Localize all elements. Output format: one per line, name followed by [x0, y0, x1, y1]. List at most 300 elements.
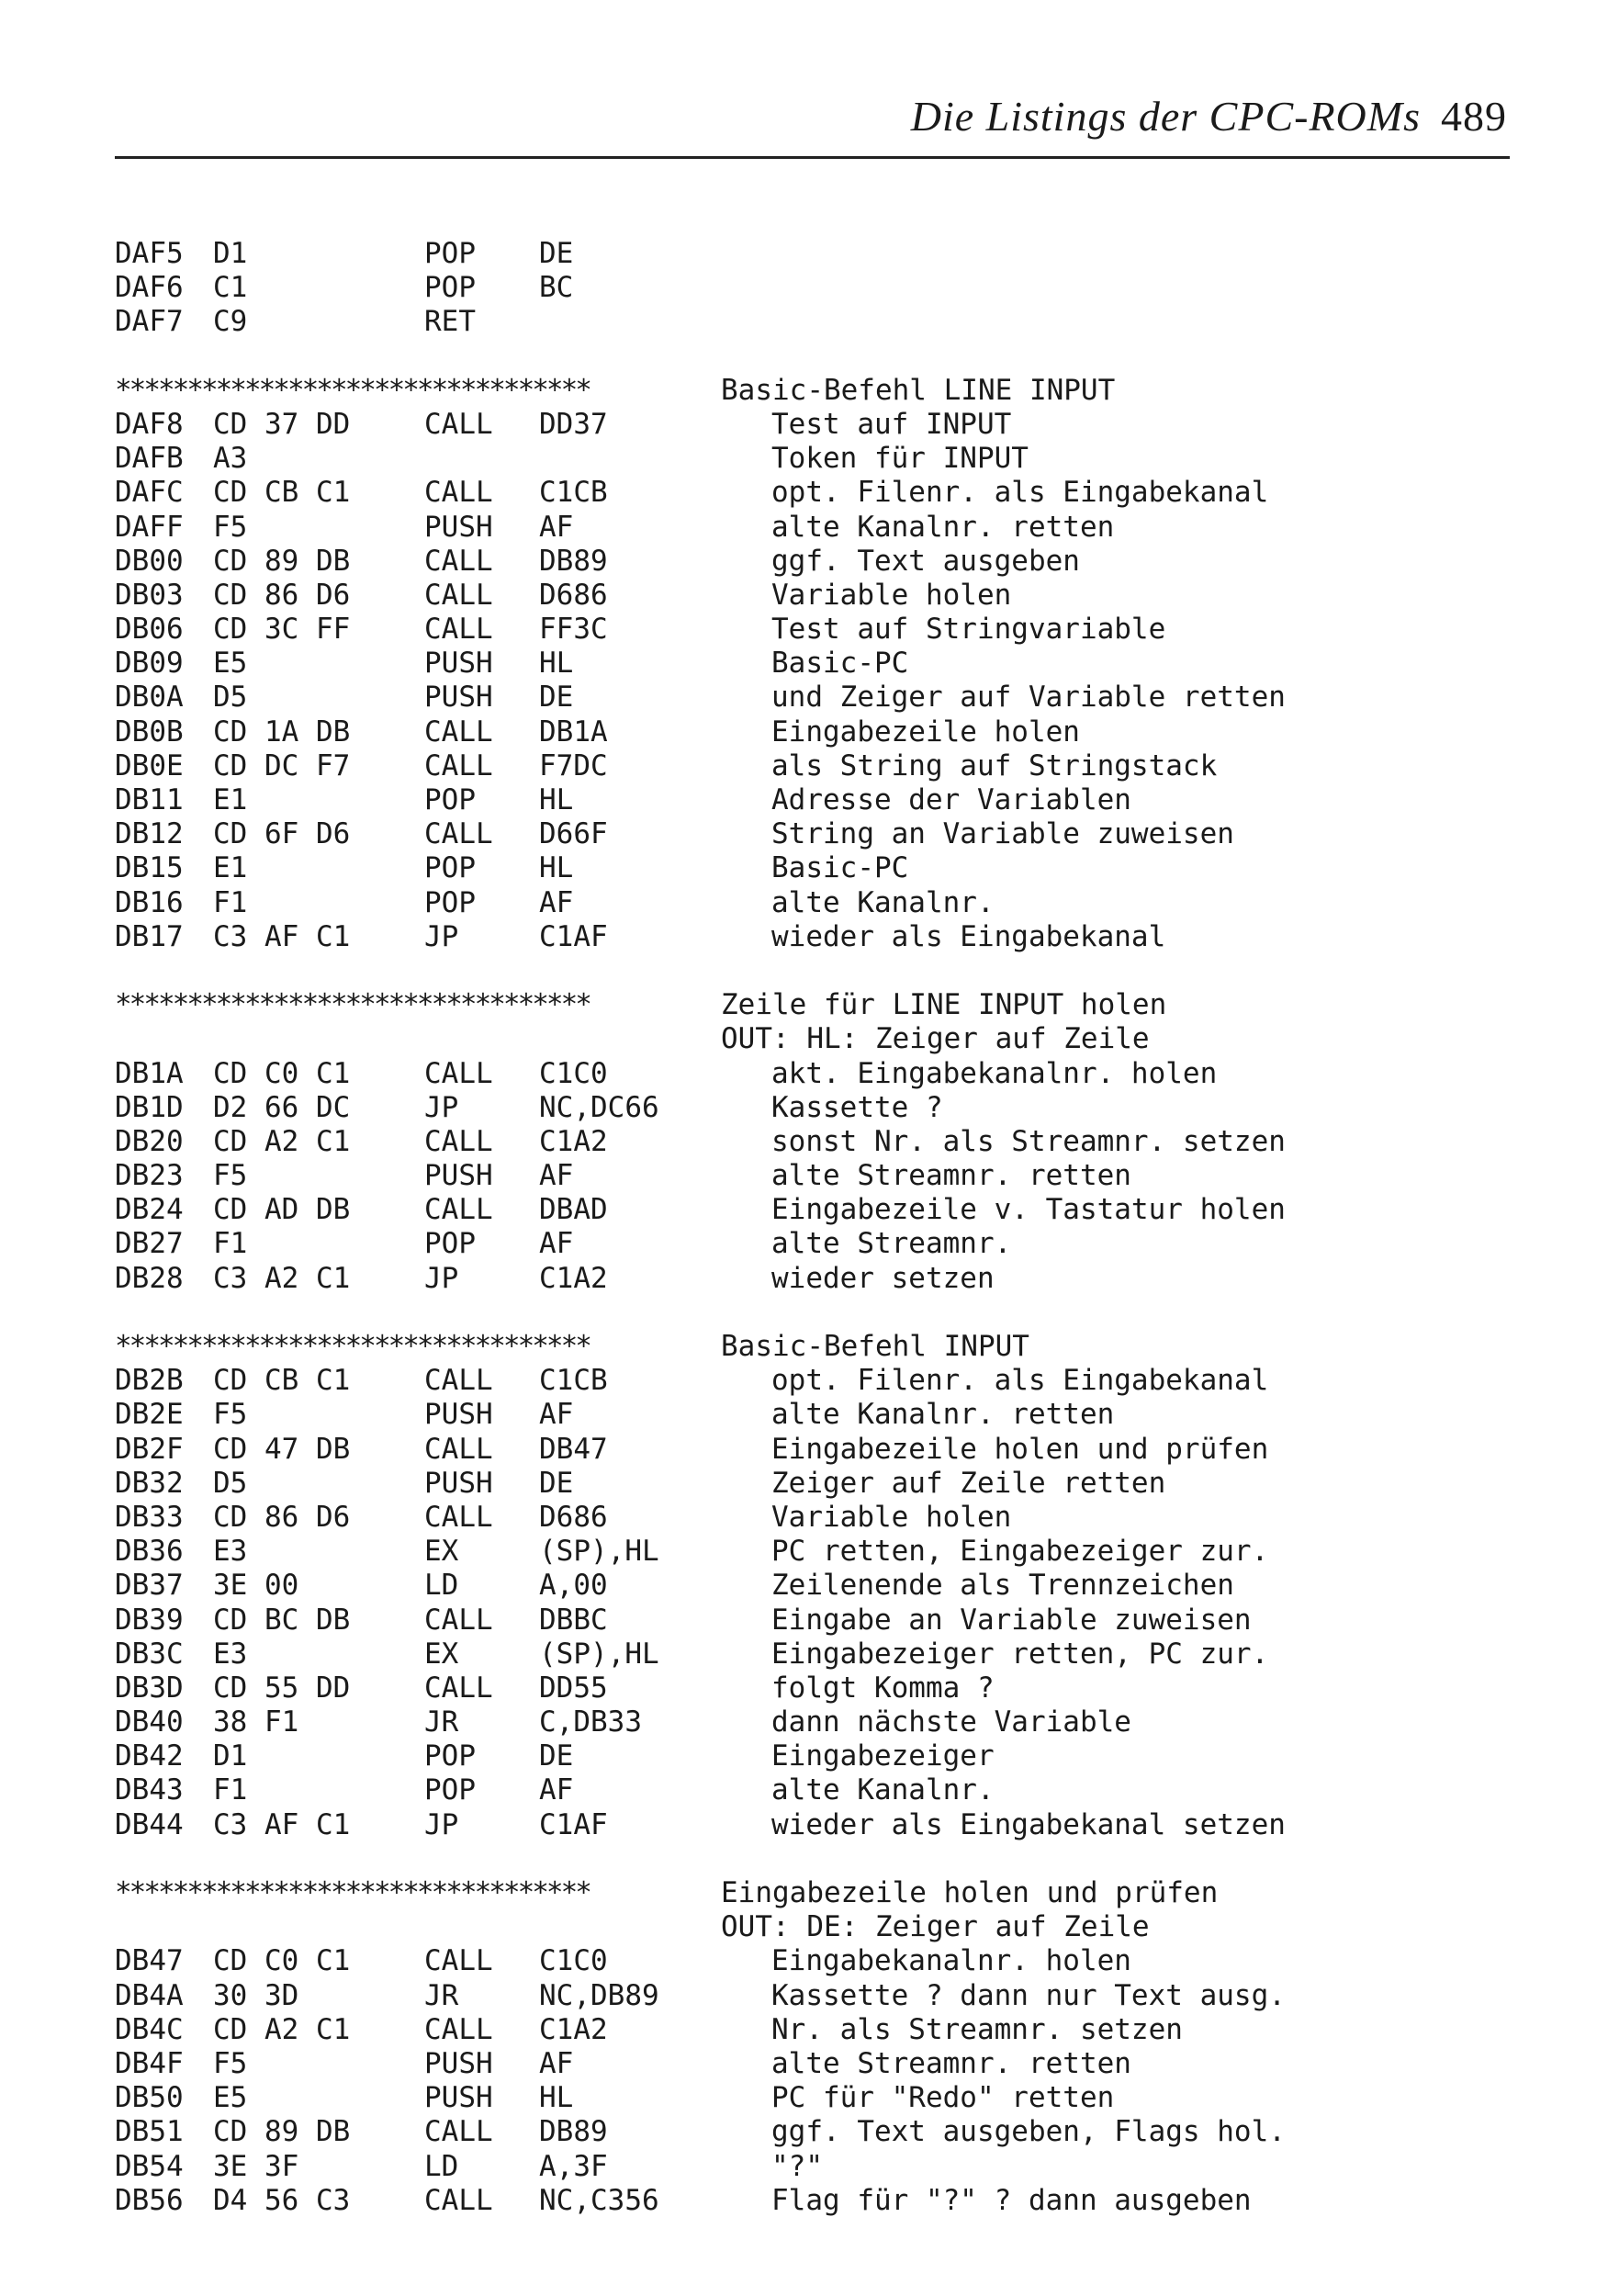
comment: Variable holen	[771, 578, 1012, 612]
address: DB00	[115, 544, 184, 578]
comment: alte Kanalnr. retten	[771, 1398, 1115, 1432]
comment: Eingabezeile v. Tastatur holen	[771, 1193, 1286, 1227]
address: DB51	[115, 2115, 184, 2149]
address: DAF8	[115, 407, 184, 441]
operand: HL	[539, 647, 574, 681]
operand: DE	[539, 1739, 574, 1773]
comment: alte Kanalnr.	[771, 885, 995, 919]
operand: (SP),HL	[539, 1535, 659, 1569]
operand: HL	[539, 783, 574, 816]
opcode-bytes: C3 A2 C1	[213, 1261, 351, 1295]
address: DB39	[115, 1603, 184, 1637]
mnemonic: PUSH	[424, 510, 493, 544]
header-rule	[115, 156, 1510, 159]
opcode-bytes: 3E 3F	[213, 2149, 299, 2183]
mnemonic: CALL	[424, 715, 493, 748]
mnemonic: PUSH	[424, 2081, 493, 2115]
listing-line	[115, 271, 1511, 305]
operand: DBBC	[539, 1603, 608, 1637]
mnemonic: CALL	[424, 1671, 493, 1705]
listing-line	[115, 1944, 1511, 1978]
listing-line	[115, 1057, 1511, 1091]
operand: NC,DC66	[539, 1090, 659, 1124]
operand: DE	[539, 1466, 574, 1500]
opcode-bytes: C1	[213, 271, 248, 305]
comment: Nr. als Streamnr. setzen	[771, 2012, 1183, 2046]
comment: alte Streamnr. retten	[771, 1159, 1131, 1193]
operand: C1C0	[539, 1056, 608, 1090]
mnemonic: CALL	[424, 2012, 493, 2046]
opcode-bytes: E1	[213, 783, 248, 816]
mnemonic: JR	[424, 1978, 459, 2012]
listing-line	[115, 1979, 1511, 2013]
listing-line	[115, 1433, 1511, 1467]
separator-stars: *********************************	[115, 988, 590, 1022]
address: DB2B	[115, 1364, 184, 1398]
comment: Flag für "?" ? dann ausgeben	[771, 2183, 1252, 2217]
mnemonic: CALL	[424, 1056, 493, 1090]
operand: D686	[539, 1500, 608, 1534]
mnemonic: CALL	[424, 817, 493, 851]
address: DAFC	[115, 476, 184, 510]
operand: DB89	[539, 544, 608, 578]
comment: wieder als Eingabekanal setzen	[771, 1807, 1286, 1841]
operand: HL	[539, 2081, 574, 2115]
address: DB28	[115, 1261, 184, 1295]
address: DB2E	[115, 1398, 184, 1432]
comment: String an Variable zuweisen	[771, 817, 1234, 851]
mnemonic: CALL	[424, 407, 493, 441]
mnemonic: JR	[424, 1705, 459, 1739]
opcode-bytes: CD 1A DB	[213, 715, 351, 748]
opcode-bytes: CD 37 DD	[213, 407, 351, 441]
address: DB09	[115, 647, 184, 681]
opcode-bytes: E5	[213, 2081, 248, 2115]
operand: D66F	[539, 817, 608, 851]
separator-stars: *********************************	[115, 1330, 590, 1363]
listing-line	[115, 647, 1511, 681]
listing-line	[115, 579, 1511, 613]
opcode-bytes: F5	[213, 1159, 248, 1193]
listing-line	[115, 1398, 1511, 1432]
opcode-bytes: F1	[213, 1773, 248, 1807]
operand: FF3C	[539, 613, 608, 647]
address: DAFB	[115, 442, 184, 476]
address: DB11	[115, 783, 184, 816]
comment: Eingabezeile holen und prüfen	[771, 1432, 1269, 1466]
mnemonic: JP	[424, 1807, 459, 1841]
comment: folgt Komma ?	[771, 1671, 995, 1705]
mnemonic: CALL	[424, 1364, 493, 1398]
mnemonic: PUSH	[424, 1466, 493, 1500]
comment: PC retten, Eingabezeiger zur.	[771, 1535, 1269, 1569]
address: DB15	[115, 851, 184, 885]
opcode-bytes: CD 86 D6	[213, 1500, 351, 1534]
listing-line	[115, 1773, 1511, 1807]
opcode-bytes: F1	[213, 885, 248, 919]
section-header	[115, 1876, 1511, 1910]
mnemonic: POP	[424, 1773, 476, 1807]
listing-line	[115, 1227, 1511, 1261]
listing-line	[115, 886, 1511, 920]
operand: F7DC	[539, 748, 608, 782]
address: DB27	[115, 1227, 184, 1261]
comment: opt. Filenr. als Eingabekanal	[771, 476, 1269, 510]
listing-line	[115, 545, 1511, 579]
comment: Kassette ?	[771, 1090, 943, 1124]
listing-line	[115, 1739, 1511, 1773]
mnemonic: PUSH	[424, 2046, 493, 2080]
mnemonic: CALL	[424, 2183, 493, 2217]
listing-line	[115, 749, 1511, 783]
listing-line	[115, 2115, 1511, 2149]
section-subheader	[115, 1910, 1511, 1944]
listing-line	[115, 613, 1511, 647]
listing-line	[115, 1091, 1511, 1125]
operand: DB47	[539, 1432, 608, 1466]
opcode-bytes: D1	[213, 1739, 248, 1773]
page-header	[0, 92, 1608, 147]
operand: DB1A	[539, 715, 608, 748]
address: DB1D	[115, 1090, 184, 1124]
mnemonic: JP	[424, 919, 459, 953]
operand: NC,C356	[539, 2183, 659, 2217]
address: DB03	[115, 578, 184, 612]
comment: Eingabezeiger retten, PC zur.	[771, 1637, 1269, 1671]
mnemonic: CALL	[424, 1193, 493, 1227]
address: DB44	[115, 1807, 184, 1841]
page-number: 489	[1441, 93, 1507, 140]
address: DB43	[115, 1773, 184, 1807]
address: DB0B	[115, 715, 184, 748]
address: DB17	[115, 919, 184, 953]
section-title: Zeile für LINE INPUT holen	[721, 988, 1167, 1022]
address: DB12	[115, 817, 184, 851]
assembly-listing	[115, 237, 1511, 2218]
separator-stars: *********************************	[115, 373, 590, 407]
blank-line	[115, 1842, 1511, 1876]
listing-line	[115, 1638, 1511, 1671]
listing-line	[115, 2013, 1511, 2047]
address: DB2F	[115, 1432, 184, 1466]
opcode-bytes: CD A2 C1	[213, 2012, 351, 2046]
opcode-bytes: F5	[213, 510, 248, 544]
operand: AF	[539, 885, 574, 919]
listing-line	[115, 1467, 1511, 1501]
comment: Eingabezeile holen	[771, 715, 1080, 748]
opcode-bytes: 3E 00	[213, 1569, 299, 1603]
comment: Basic-PC	[771, 851, 909, 885]
comment: alte Streamnr. retten	[771, 2046, 1131, 2080]
mnemonic: CALL	[424, 578, 493, 612]
mnemonic: PUSH	[424, 647, 493, 681]
listing-line	[115, 783, 1511, 817]
section-header	[115, 1330, 1511, 1364]
opcode-bytes: C9	[213, 305, 248, 339]
section-title: OUT: HL: Zeiger auf Zeile	[721, 1022, 1150, 1056]
mnemonic: PUSH	[424, 1398, 493, 1432]
comment: PC für "Redo" retten	[771, 2081, 1115, 2115]
comment: und Zeiger auf Variable retten	[771, 681, 1286, 715]
comment: Adresse der Variablen	[771, 783, 1131, 816]
comment: "?"	[771, 2149, 823, 2183]
mnemonic: POP	[424, 851, 476, 885]
opcode-bytes: CD 55 DD	[213, 1671, 351, 1705]
operand: DB89	[539, 2115, 608, 2149]
listing-line	[115, 1125, 1511, 1159]
address: DB40	[115, 1705, 184, 1739]
listing-line	[115, 305, 1511, 339]
comment: Test auf INPUT	[771, 407, 1012, 441]
listing-line	[115, 237, 1511, 271]
mnemonic: LD	[424, 1569, 459, 1603]
listing-line	[115, 1535, 1511, 1569]
mnemonic: POP	[424, 885, 476, 919]
opcode-bytes: CD 3C FF	[213, 613, 351, 647]
mnemonic: CALL	[424, 1500, 493, 1534]
comment: ggf. Text ausgeben	[771, 544, 1080, 578]
mnemonic: CALL	[424, 1124, 493, 1158]
address: DB06	[115, 613, 184, 647]
comment: opt. Filenr. als Eingabekanal	[771, 1364, 1269, 1398]
mnemonic: CALL	[424, 1432, 493, 1466]
address: DB4A	[115, 1978, 184, 2012]
listing-line	[115, 476, 1511, 510]
comment: alte Streamnr.	[771, 1227, 1012, 1261]
operand: D686	[539, 578, 608, 612]
opcode-bytes: C3 AF C1	[213, 919, 351, 953]
comment: sonst Nr. als Streamnr. setzen	[771, 1124, 1286, 1158]
comment: als String auf Stringstack	[771, 748, 1218, 782]
comment: Zeilenende als Trennzeichen	[771, 1569, 1234, 1603]
header-title-text: Die Listings der CPC-ROMs	[910, 93, 1421, 140]
section-title: Basic-Befehl INPUT	[721, 1330, 1029, 1363]
listing-line	[115, 1671, 1511, 1705]
operand: AF	[539, 1227, 574, 1261]
address: DB42	[115, 1739, 184, 1773]
listing-line	[115, 1262, 1511, 1296]
operand: (SP),HL	[539, 1637, 659, 1671]
comment: wieder als Eingabekanal	[771, 919, 1166, 953]
opcode-bytes: CD CB C1	[213, 476, 351, 510]
opcode-bytes: CD 89 DB	[213, 544, 351, 578]
opcode-bytes: 30 3D	[213, 1978, 299, 2012]
listing-line	[115, 1604, 1511, 1638]
section-title: OUT: DE: Zeiger auf Zeile	[721, 1910, 1150, 1944]
operand: C1C0	[539, 1944, 608, 1978]
comment: ggf. Text ausgeben, Flags hol.	[771, 2115, 1286, 2149]
mnemonic: POP	[424, 271, 476, 305]
opcode-bytes: D4 56 C3	[213, 2183, 351, 2217]
address: DB33	[115, 1500, 184, 1534]
comment: Eingabekanalnr. holen	[771, 1944, 1131, 1978]
listing-line	[115, 2150, 1511, 2184]
address: DB47	[115, 1944, 184, 1978]
operand: C,DB33	[539, 1705, 642, 1739]
mnemonic: PUSH	[424, 681, 493, 715]
operand: DE	[539, 237, 574, 270]
listing-line	[115, 920, 1511, 954]
comment: Kassette ? dann nur Text ausg.	[771, 1978, 1286, 2012]
blank-line	[115, 340, 1511, 374]
address: DB1A	[115, 1056, 184, 1090]
mnemonic: RET	[424, 305, 476, 339]
operand: AF	[539, 1773, 574, 1807]
comment: Token für INPUT	[771, 442, 1029, 476]
listing-line	[115, 511, 1511, 545]
mnemonic: POP	[424, 237, 476, 270]
address: DB23	[115, 1159, 184, 1193]
opcode-bytes: D1	[213, 237, 248, 270]
mnemonic: EX	[424, 1637, 459, 1671]
address: DB0E	[115, 748, 184, 782]
operand: NC,DB89	[539, 1978, 659, 2012]
comment: Eingabe an Variable zuweisen	[771, 1603, 1252, 1637]
operand: C1A2	[539, 2012, 608, 2046]
mnemonic: PUSH	[424, 1159, 493, 1193]
opcode-bytes: CD 6F D6	[213, 817, 351, 851]
operand: C1A2	[539, 1261, 608, 1295]
address: DB54	[115, 2149, 184, 2183]
section-header	[115, 988, 1511, 1022]
mnemonic: POP	[424, 1739, 476, 1773]
operand: AF	[539, 2046, 574, 2080]
comment: Test auf Stringvariable	[771, 613, 1166, 647]
section-subheader	[115, 1022, 1511, 1056]
mnemonic: JP	[424, 1261, 459, 1295]
listing-line	[115, 1364, 1511, 1398]
opcode-bytes: A3	[213, 442, 248, 476]
mnemonic: POP	[424, 1227, 476, 1261]
opcode-bytes: F5	[213, 2046, 248, 2080]
opcode-bytes: D5	[213, 1466, 248, 1500]
comment: Eingabezeiger	[771, 1739, 995, 1773]
operand: C1AF	[539, 919, 608, 953]
mnemonic: CALL	[424, 476, 493, 510]
operand: C1AF	[539, 1807, 608, 1841]
opcode-bytes: E5	[213, 647, 248, 681]
listing-line	[115, 1808, 1511, 1842]
opcode-bytes: E3	[213, 1535, 248, 1569]
operand: A,3F	[539, 2149, 608, 2183]
comment: Zeiger auf Zeile retten	[771, 1466, 1166, 1500]
opcode-bytes: E1	[213, 851, 248, 885]
comment: wieder setzen	[771, 1261, 995, 1295]
operand: HL	[539, 851, 574, 885]
address: DAF5	[115, 237, 184, 270]
comment: Variable holen	[771, 1500, 1012, 1534]
separator-stars: *********************************	[115, 1876, 590, 1909]
blank-line	[115, 954, 1511, 988]
section-title: Basic-Befehl LINE INPUT	[721, 373, 1116, 407]
operand: C1CB	[539, 1364, 608, 1398]
opcode-bytes: D5	[213, 681, 248, 715]
listing-line	[115, 2047, 1511, 2081]
running-title	[911, 92, 1507, 141]
address: DB24	[115, 1193, 184, 1227]
mnemonic: CALL	[424, 1944, 493, 1978]
address: DB50	[115, 2081, 184, 2115]
listing-line	[115, 1193, 1511, 1227]
address: DAF6	[115, 271, 184, 305]
blank-line	[115, 1296, 1511, 1330]
listing-line	[115, 1569, 1511, 1603]
address: DB32	[115, 1466, 184, 1500]
listing-line	[115, 817, 1511, 851]
listing-line	[115, 2081, 1511, 2115]
operand: C1CB	[539, 476, 608, 510]
opcode-bytes: CD AD DB	[213, 1193, 351, 1227]
mnemonic: CALL	[424, 1603, 493, 1637]
address: DB36	[115, 1535, 184, 1569]
address: DB4C	[115, 2012, 184, 2046]
listing-line	[115, 851, 1511, 885]
operand: BC	[539, 271, 574, 305]
address: DB37	[115, 1569, 184, 1603]
address: DB20	[115, 1124, 184, 1158]
operand: AF	[539, 510, 574, 544]
comment: alte Kanalnr. retten	[771, 510, 1115, 544]
address: DB3D	[115, 1671, 184, 1705]
opcode-bytes: E3	[213, 1637, 248, 1671]
opcode-bytes: CD 47 DB	[213, 1432, 351, 1466]
opcode-bytes: CD BC DB	[213, 1603, 351, 1637]
opcode-bytes: CD C0 C1	[213, 1056, 351, 1090]
opcode-bytes: CD A2 C1	[213, 1124, 351, 1158]
listing-line	[115, 1159, 1511, 1193]
address: DB16	[115, 885, 184, 919]
comment: Basic-PC	[771, 647, 909, 681]
operand: AF	[539, 1159, 574, 1193]
listing-line	[115, 1705, 1511, 1739]
opcode-bytes: C3 AF C1	[213, 1807, 351, 1841]
mnemonic: EX	[424, 1535, 459, 1569]
address: DB3C	[115, 1637, 184, 1671]
mnemonic: POP	[424, 783, 476, 816]
section-title: Eingabezeile holen und prüfen	[721, 1876, 1219, 1909]
operand: AF	[539, 1398, 574, 1432]
operand: A,00	[539, 1569, 608, 1603]
opcode-bytes: CD 89 DB	[213, 2115, 351, 2149]
opcode-bytes: F1	[213, 1227, 248, 1261]
section-header	[115, 374, 1511, 408]
listing-line	[115, 2184, 1511, 2218]
operand: DBAD	[539, 1193, 608, 1227]
comment: alte Kanalnr.	[771, 1773, 995, 1807]
listing-line	[115, 442, 1511, 476]
opcode-bytes: CD 86 D6	[213, 578, 351, 612]
comment: dann nächste Variable	[771, 1705, 1131, 1739]
mnemonic: CALL	[424, 2115, 493, 2149]
mnemonic: CALL	[424, 544, 493, 578]
listing-line	[115, 408, 1511, 442]
address: DB0A	[115, 681, 184, 715]
address: DB56	[115, 2183, 184, 2217]
operand: DD37	[539, 407, 608, 441]
mnemonic: CALL	[424, 748, 493, 782]
comment: akt. Eingabekanalnr. holen	[771, 1056, 1218, 1090]
mnemonic: LD	[424, 2149, 459, 2183]
listing-line	[115, 681, 1511, 715]
address: DAF7	[115, 305, 184, 339]
opcode-bytes: CD C0 C1	[213, 1944, 351, 1978]
address: DAFF	[115, 510, 184, 544]
opcode-bytes: D2 66 DC	[213, 1090, 351, 1124]
listing-line	[115, 715, 1511, 749]
opcode-bytes: CD DC F7	[213, 748, 351, 782]
opcode-bytes: 38 F1	[213, 1705, 299, 1739]
opcode-bytes: F5	[213, 1398, 248, 1432]
